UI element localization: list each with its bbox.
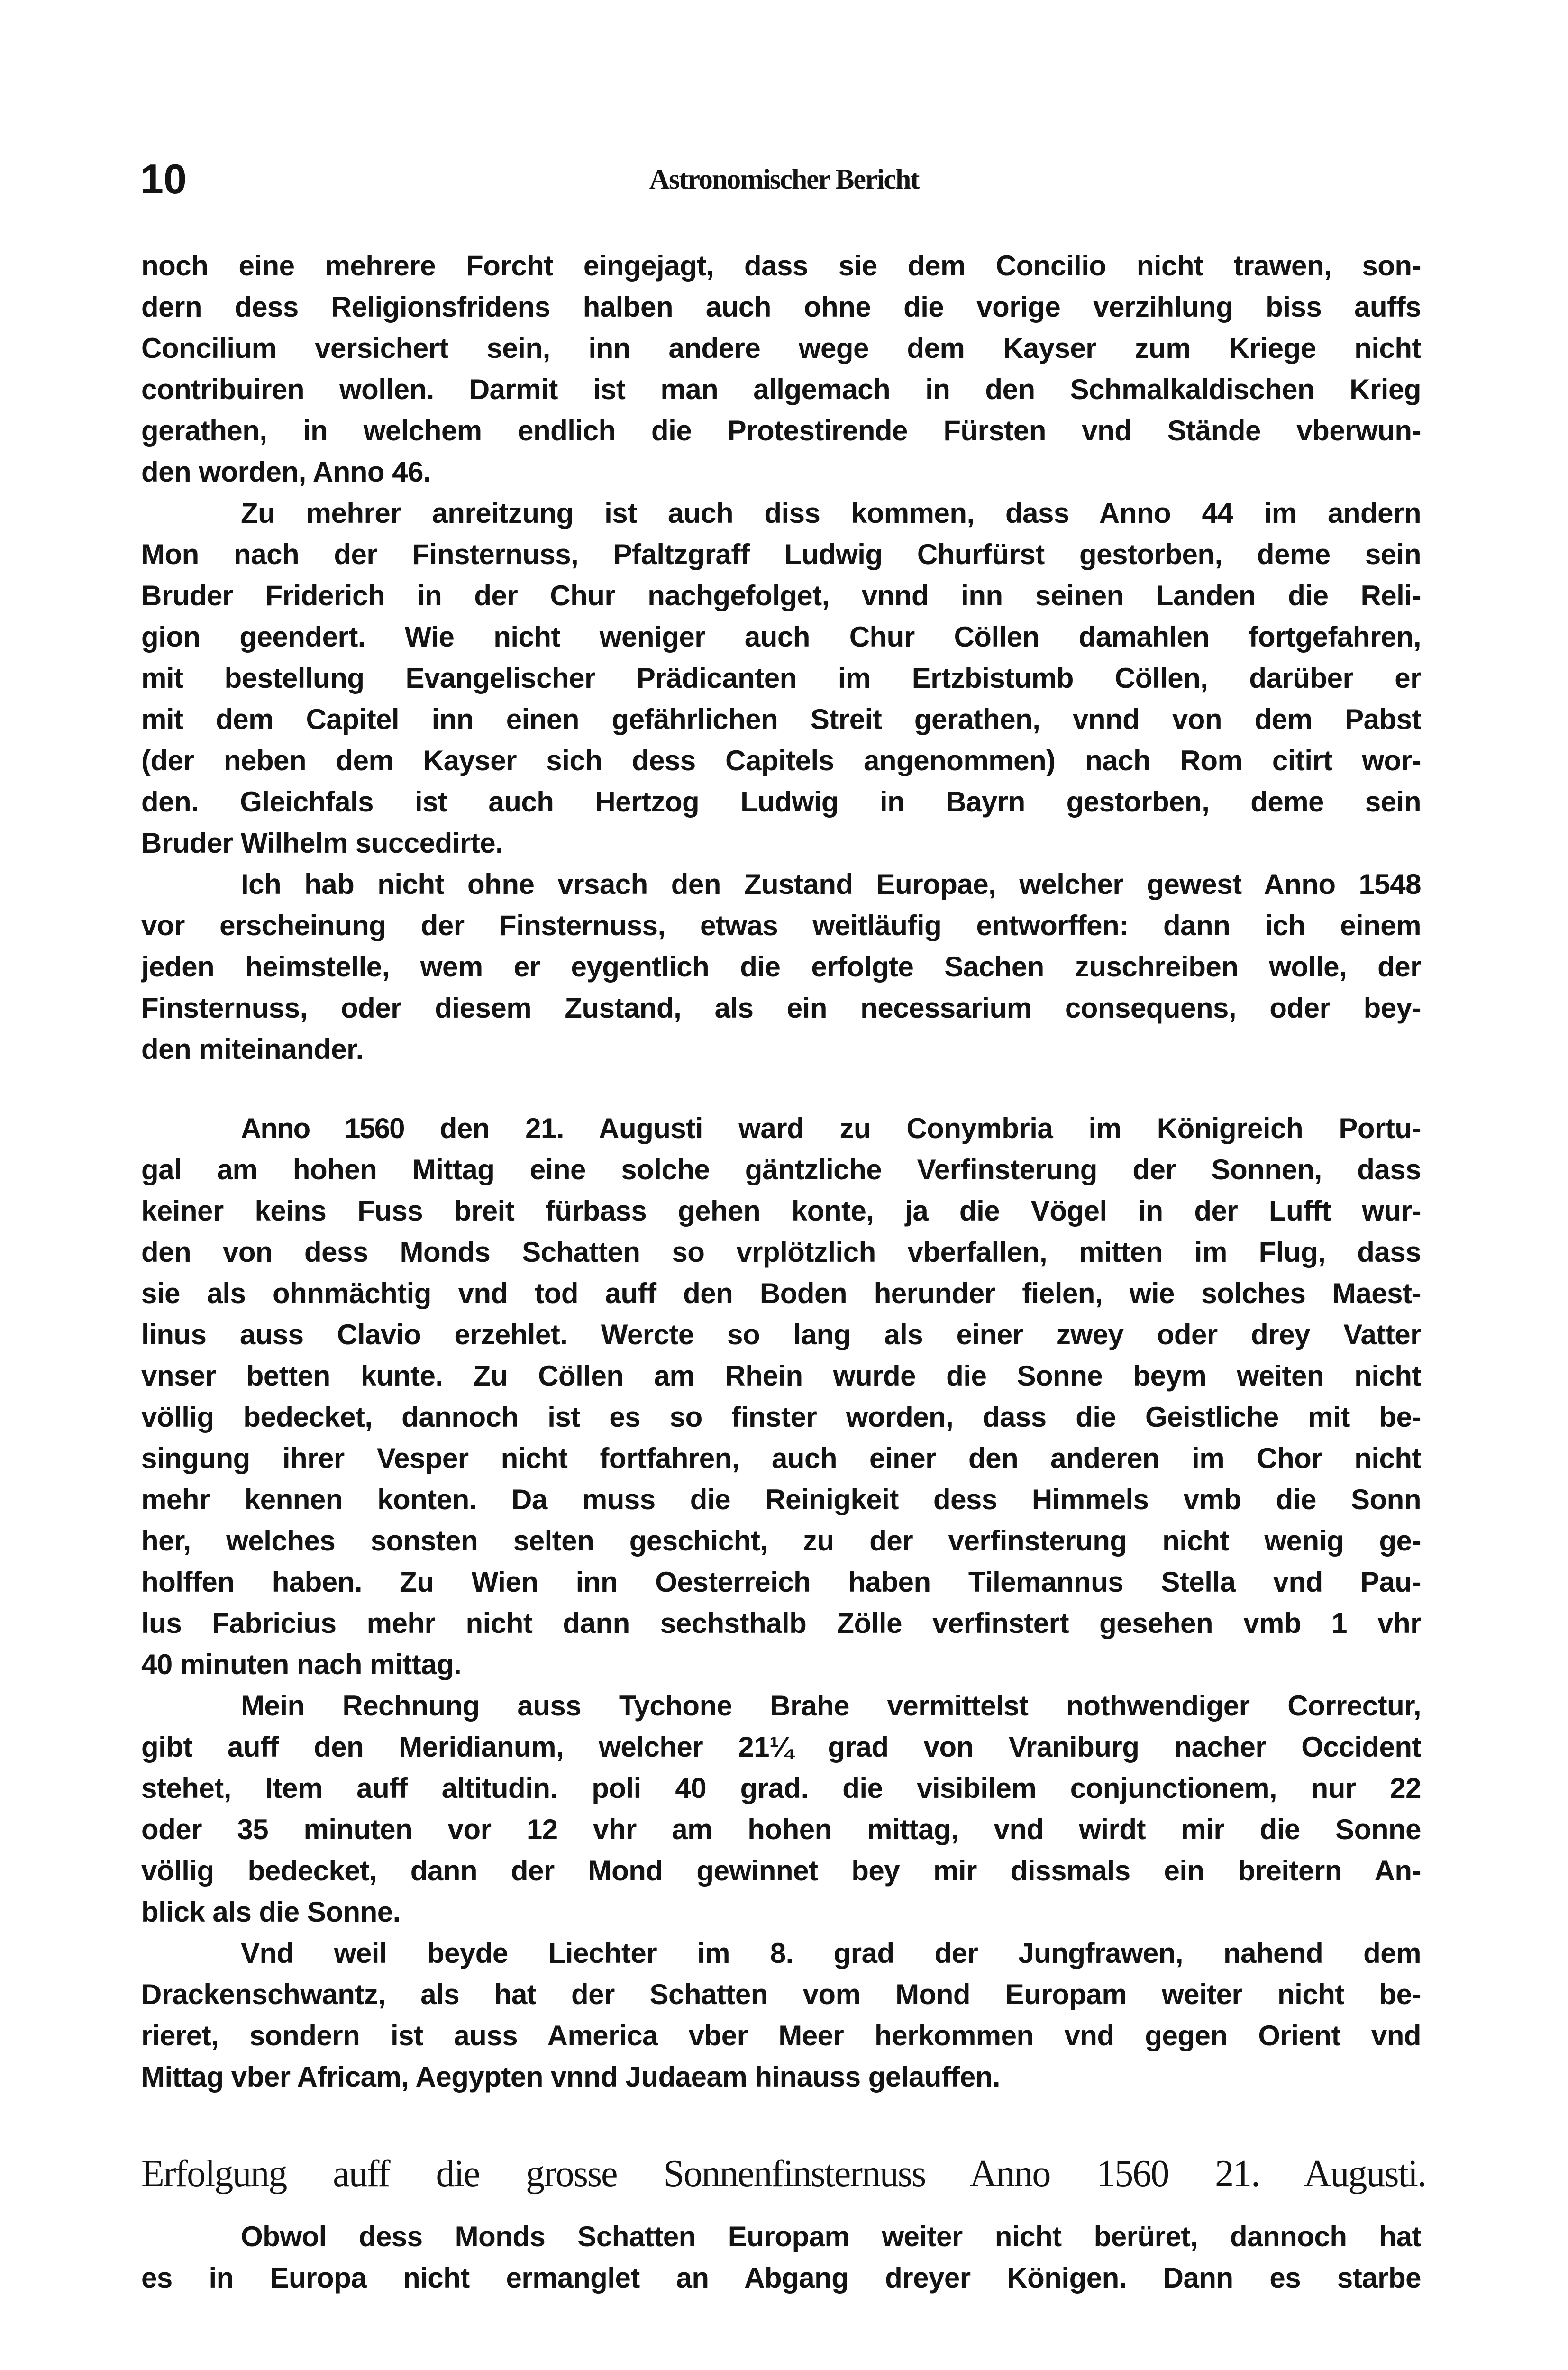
text-line: vnser betten kunte. Zu Cöllen am Rhein wurde die Sonne beym weiten nicht	[141, 1360, 1421, 1392]
lead-date: Anno 1560	[241, 1112, 404, 1144]
text-line: Ich hab nicht ohne vrsach den Zustand Europae, welcher gewest Anno 1548	[241, 868, 1421, 900]
text-line: gerathen, in welchem endlich die Protestirende Fürsten vnd Stände vberwun-	[141, 415, 1421, 447]
text-line: rieret, sondern ist auss America vber Meer herkommen vnd gegen Orient vnd	[141, 2020, 1421, 2051]
line-text: den 21. Augusti ward zu Conymbria im Königreich Portu-	[404, 1112, 1421, 1144]
text-line: Finsternuss, oder diesem Zustand, als ein necessarium consequens, oder bey-	[141, 992, 1421, 1024]
text-line: den worden, Anno 46.	[141, 456, 431, 488]
paragraph	[141, 2216, 1421, 2298]
text-line	[141, 1108, 1421, 1149]
text-line: völlig bedecket, dann der Mond gewinnet bey mir dissmals ein breitern An-	[141, 1855, 1421, 1887]
text-line: mehr kennen konten. Da muss die Reinigkeit dess Himmels vmb die Sonn	[141, 1484, 1421, 1515]
text-line: holffen haben. Zu Wien inn Oesterreich haben Tilemannus Stella vnd Pau-	[141, 1566, 1421, 1598]
paragraph	[141, 1108, 1421, 1685]
text-line: singung ihrer Vesper nicht fortfahren, auch einer den anderen im Chor nicht	[141, 1442, 1421, 1474]
text-line: den von dess Monds Schatten so vrplötzlich vberfallen, mitten im Flug, dass	[141, 1236, 1421, 1268]
text-line: Mon nach der Finsternuss, Pfaltzgraff Ludwig Churfürst gestorben, deme sein	[141, 538, 1421, 570]
text-line: mit bestellung Evangelischer Prädicanten im Ertzbistumb Cöllen, darüber er	[141, 662, 1421, 694]
text-line: Bruder Friderich in der Chur nachgefolget, vnnd inn seinen Landen die Reli-	[141, 580, 1421, 611]
text-line: dern dess Religionsfridens halben auch ohne die vorige verzihlung biss auffs	[141, 291, 1421, 323]
section-heading: Erfolgung auff die grosse Sonnenfinsternuss Anno 1560 21. Augusti.	[141, 2153, 1426, 2195]
text-line: Concilium versichert sein, inn andere wege dem Kayser zum Kriege nicht	[141, 332, 1421, 364]
text-line: stehet, Item auff altitudin. poli 40 grad. die visibilem conjunctionem, nur 22	[141, 1772, 1421, 1804]
section-2-text	[141, 1108, 1421, 2097]
text-line: den. Gleichfals ist auch Hertzog Ludwig in Bayrn gestorben, deme sein	[141, 786, 1421, 818]
text-line: keiner keins Fuss breit fürbass gehen konte, ja die Vögel in der Lufft wur-	[141, 1195, 1421, 1227]
text-line: oder 35 minuten vor 12 vhr am hohen mittag, vnd wirdt mir die Sonne	[141, 1814, 1421, 1845]
text-line: gion geendert. Wie nicht weniger auch Chur Cöllen damahlen fortgefahren,	[141, 621, 1421, 653]
text-line: den miteinander.	[141, 1033, 364, 1065]
paragraph	[141, 1685, 1421, 1932]
text-line: Obwol dess Monds Schatten Europam weiter nicht berüret, dannoch hat	[241, 2221, 1421, 2252]
text-line: Mein Rechnung auss Tychone Brahe vermittelst nothwendiger Correctur,	[241, 1690, 1421, 1722]
text-line: 40 minuten nach mittag.	[141, 1649, 462, 1680]
text-line: contribuiren wollen. Darmit ist man allgemach in den Schmalkaldischen Krieg	[141, 374, 1421, 405]
text-line: mit dem Capitel inn einen gefährlichen Streit gerathen, vnnd von dem Pabst	[141, 703, 1421, 735]
text-line: her, welches sonsten selten geschicht, zu der verfinsterung nicht wenig ge-	[141, 1525, 1421, 1557]
text-line: völlig bedecket, dannoch ist es so finster worden, dass die Geistliche mit be-	[141, 1401, 1421, 1433]
paragraph	[141, 1932, 1421, 2097]
paragraph	[141, 864, 1421, 1070]
paragraph	[141, 245, 1421, 492]
text-line: sie als ohnmächtig vnd tod auff den Boden herunder fielen, wie solches Maest-	[141, 1277, 1421, 1309]
text-line: (der neben dem Kayser sich dess Capitels angenommen) nach Rom citirt wor-	[141, 745, 1421, 776]
text-line: vor erscheinung der Finsternuss, etwas weitläufig entworffen: dann ich einem	[141, 910, 1421, 941]
text-line: Bruder Wilhelm succedirte.	[141, 827, 503, 859]
text-line: linus auss Clavio erzehlet. Wercte so lang als einer zwey oder drey Vatter	[141, 1319, 1421, 1350]
text-line: Drackenschwantz, als hat der Schatten vom Mond Europam weiter nicht be-	[141, 1978, 1421, 2010]
page-number: 10	[140, 155, 187, 202]
paragraph	[141, 492, 1421, 864]
text-line: lus Fabricius mehr nicht dann sechsthalb Zölle verfinstert gesehen vmb 1 vhr	[141, 1607, 1421, 1639]
text-line: gal am hohen Mittag eine solche gäntzliche Verfinsterung der Sonnen, dass	[141, 1154, 1421, 1185]
section-1-text	[141, 245, 1421, 1070]
text-line: Vnd weil beyde Liechter im 8. grad der Jungfrawen, nahend dem	[241, 1937, 1421, 1969]
section-3-text	[141, 2216, 1421, 2298]
text-line: blick als die Sonne.	[141, 1896, 401, 1928]
text-line: jeden heimstelle, wem er eygentlich die erfolgte Sachen zuschreiben wolle, der	[141, 951, 1421, 983]
text-line: noch eine mehrere Forcht eingejagt, dass sie dem Concilio nicht trawen, son-	[141, 250, 1421, 282]
text-line: Mittag vber Africam, Aegypten vnnd Judaeam hinauss gelauffen.	[141, 2061, 1001, 2093]
running-title: Astronomischer Bericht	[649, 164, 919, 195]
text-line: gibt auff den Meridianum, welcher 21¼ grad von Vraniburg nacher Occident	[141, 1731, 1421, 1763]
text-line: es in Europa nicht ermanglet an Abgang dreyer Königen. Dann es starbe	[141, 2262, 1421, 2294]
text-line: Zu mehrer anreitzung ist auch diss kommen, dass Anno 44 im andern	[241, 497, 1421, 529]
